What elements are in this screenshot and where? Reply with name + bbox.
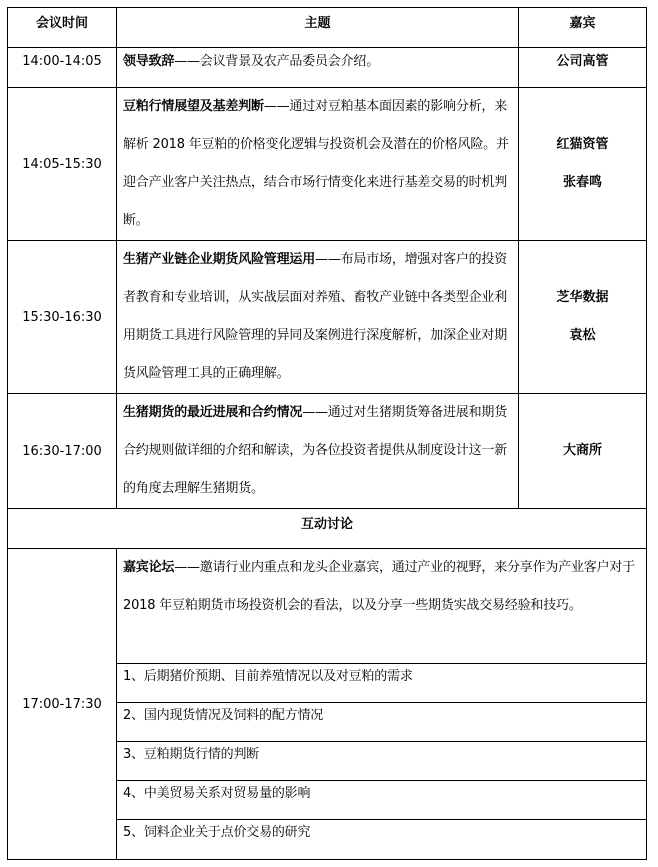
table-row [8, 394, 647, 509]
header-topic: 主题 [117, 8, 519, 48]
topic-cell [117, 88, 519, 241]
topic-desc: ——通过对生猪期货筹备进展和期货合约规则做详细的介绍和解读，为各位投资者提供从制度设计这一新的角度去理解生猪期货。 [123, 405, 508, 496]
guest-cell: 芝华数据 袁松 [519, 241, 647, 394]
topic-title: 豆粕行情展望及基差判断 [123, 99, 264, 114]
topic-desc: ——会议背景及农产品委员会介绍。 [174, 54, 380, 69]
forum-item: 3、豆粕期货行情的判断 [117, 742, 647, 781]
discussion-row [8, 509, 647, 549]
topic-desc: ——通过对豆粕基本面因素的影响分析，来解析 2018 年豆粕的价格变化逻辑与投资机会及潜在的价格风险。并迎合产业客户关注热点，结合市场行情变化来进行基差交易的时机判断。 [123, 99, 509, 228]
topic-cell [117, 394, 519, 509]
forum-item: 4、中美贸易关系对贸易量的影响 [117, 781, 647, 820]
forum-row [8, 549, 647, 664]
topic-cell [117, 241, 519, 394]
forum-item: 5、饲料企业关于点价交易的研究 [117, 820, 647, 860]
header-guest: 嘉宾 [519, 8, 647, 48]
guest-cell: 红猫资管 张春鸣 [519, 88, 647, 241]
topic-title: 生猪期货的最近进展和合约情况 [123, 405, 303, 420]
header-time: 会议时间 [8, 8, 117, 48]
topic-title: 嘉宾论坛 [123, 560, 175, 575]
discussion-heading: 互动讨论 [8, 509, 647, 549]
forum-item: 2、国内现货情况及饲料的配方情况 [117, 703, 647, 742]
topic-desc: ——布局市场，增强对客户的投资者教育和专业培训，从实战层面对养殖、畜牧产业链中各类型企业利用期货工具进行风险管理的异同及案例进行深度解析，加深企业对期货风险管理工具的正确理解。 [123, 252, 508, 381]
table-row [8, 88, 647, 241]
topic-cell [117, 48, 519, 88]
guest-cell: 公司高管 [519, 48, 647, 88]
time-cell: 14:00-14:05 [8, 48, 117, 88]
topic-cell [117, 549, 647, 664]
table-row [8, 241, 647, 394]
header-row [8, 8, 647, 48]
topic-title: 生猪产业链企业期货风险管理运用 [123, 252, 316, 267]
topic-title: 领导致辞 [123, 54, 175, 69]
forum-item: 1、后期猪价预期、目前养殖情况以及对豆粕的需求 [117, 664, 647, 703]
guest-cell: 大商所 [519, 394, 647, 509]
time-cell: 14:05-15:30 [8, 88, 117, 241]
time-cell: 16:30-17:00 [8, 394, 117, 509]
topic-desc: ——邀请行业内重点和龙头企业嘉宾，通过产业的视野，来分享作为产业客户对于 2018 年豆粕期货市场投资机会的看法，以及分享一些期货实战交易经验和技巧。 [123, 560, 636, 613]
time-cell: 15:30-16:30 [8, 241, 117, 394]
agenda-table [7, 7, 647, 860]
time-cell: 17:00-17:30 [8, 549, 117, 860]
table-row [8, 48, 647, 88]
